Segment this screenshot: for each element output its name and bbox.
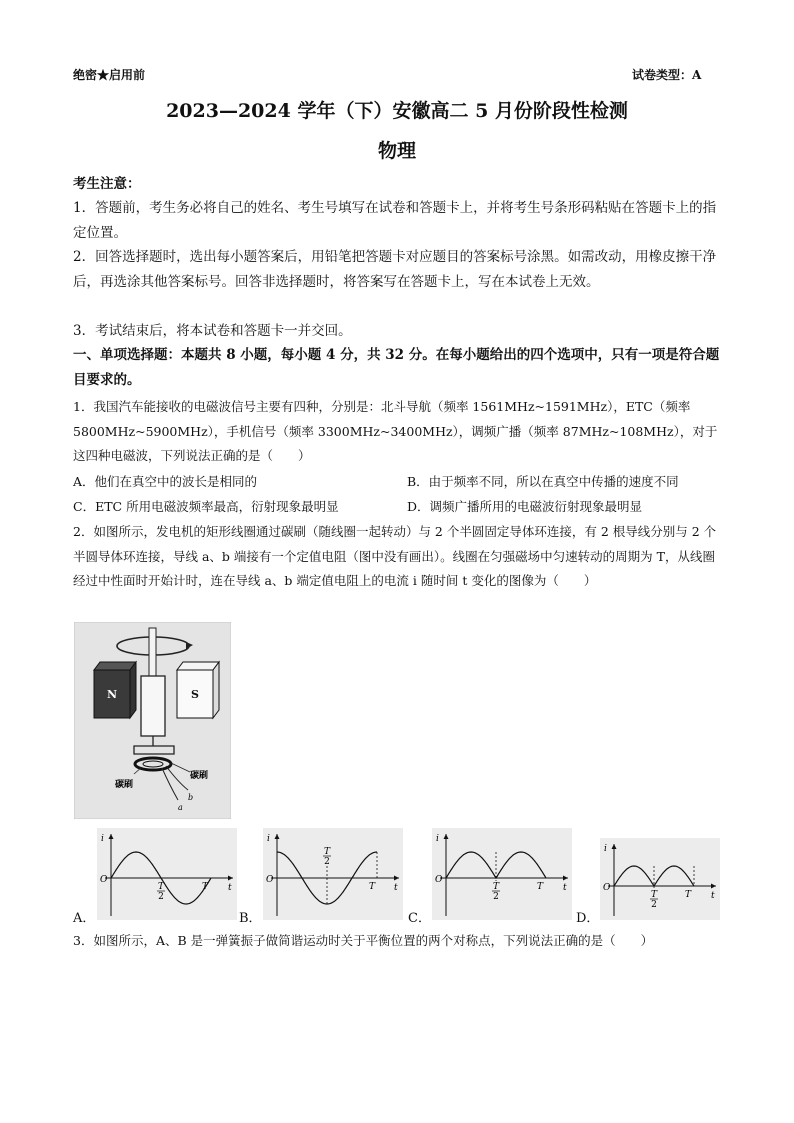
notice-item-2: 2．回答选择题时，选出每小题答案后，用铅笔把答题卡对应题目的答案标号涂黑。如需改动，用橡皮擦干净后，再选涂其他答案标号。回答非选择题时，将答案写在答题卡上，写在本试卷上无效。 — [73, 249, 717, 290]
half-period-denominator: 2 — [158, 892, 164, 902]
q1-stem: 1．我国汽车能接收的电磁波信号主要有四种，分别是：北斗导航（频率 1561MHz~1591MHz），ETC（频率 5800MHz~5900MHz），手机信号（频率 3300MHz~3400MHz），调频广播（频率 87MHz~108MHz），对于这四种电磁波，下列说法正确的是（ ） — [73, 399, 718, 463]
section1-heading: 一、单项选择题：本题共 8 小题，每小题 4 分，共 32 分。在每小题给出的四个选项中，只有一项是符合题目要求的。 — [73, 347, 720, 388]
graph-option-c — [432, 828, 572, 920]
t-axis-label: t — [711, 891, 715, 901]
magnet-s-label: S — [191, 688, 199, 701]
q2-choice-d-label: D． — [576, 911, 600, 926]
origin-label: O — [266, 875, 274, 885]
q1-option-d: D．调频广播所用的电磁波衍射现象最明显 — [407, 499, 643, 514]
period-label: T — [684, 890, 691, 900]
graph-background — [97, 828, 237, 920]
exam-title: 2023—2024 学年（下）安徽高二 5 月份阶段性检测 — [166, 100, 628, 122]
i-axis-label: i — [267, 834, 270, 844]
period-label: T — [536, 882, 543, 892]
half-period-numerator: T — [650, 890, 658, 900]
q1-option-b: B．由于频率不同，所以在真空中传播的速度不同 — [407, 474, 679, 489]
half-period-denominator: 2 — [324, 857, 330, 867]
q3-stem: 3．如图所示，A、B 是一弹簧振子做简谐运动时关于平衡位置的两个对称点，下列说法正确的是（ ） — [73, 933, 654, 948]
period-label: T — [201, 882, 208, 892]
q2-choice-a-label: A． — [73, 911, 96, 926]
half-period-numerator: T — [157, 882, 165, 892]
graph-background — [432, 828, 572, 920]
graph-option-a — [97, 828, 237, 920]
origin-label: O — [603, 883, 611, 893]
notice-item-3: 3．考试结束后，将本试卷和答题卡一并交回。 — [73, 323, 352, 339]
origin-label: O — [100, 875, 108, 885]
i-axis-label: i — [436, 834, 439, 844]
notice-heading: 考生注意： — [73, 176, 141, 192]
t-axis-label: t — [563, 883, 567, 893]
wire-b-label: b — [188, 793, 194, 802]
wire-a-label: a — [178, 803, 183, 812]
half-period-numerator: T — [323, 847, 331, 857]
t-axis-label: t — [228, 883, 232, 893]
origin-label: O — [435, 875, 443, 885]
secret-label: 绝密★启用前 — [73, 68, 146, 82]
graph-option-d — [600, 838, 720, 920]
q1-option-a: A．他们在真空中的波长是相同的 — [73, 474, 258, 489]
i-axis-label: i — [101, 834, 104, 844]
q1-option-c: C．ETC 所用电磁波频率最高，衍射现象最明显 — [73, 499, 339, 514]
paper-type-label: 试卷类型：A — [632, 68, 702, 82]
t-axis-label: t — [394, 883, 398, 893]
notice-item-1: 1．答题前，考生务必将自己的姓名、考生号填写在试卷和答题卡上，并将考生号条形码粘贴在答题卡上的指定位置。 — [73, 200, 717, 241]
brush-left-label: 碳刷 — [115, 780, 134, 790]
graph-background — [263, 828, 403, 920]
q2-choice-c-label: C． — [408, 911, 431, 926]
half-period-denominator: 2 — [493, 892, 499, 902]
graph-option-b — [263, 828, 403, 920]
half-period-denominator: 2 — [651, 900, 657, 910]
subject-title: 物理 — [377, 140, 416, 162]
q2-stem: 2．如图所示，发电机的矩形线圈通过碳刷（随线圈一起转动）与 2 个半圆固定导体环连接，有 2 根导线分别与 2 个半圆导体环连接，导线 a、b 端接有一个定值电阻（图中没有画出）。线圈在匀强磁场中匀速转动的周期为 T，从线圈经过中性面时开始计时，连在导线 a、b 端定值电阻上的电流 i 随时间 t 变化的图像为（ ） — [73, 524, 717, 588]
brush-right-label: 碳刷 — [190, 771, 209, 781]
generator-figure — [74, 622, 231, 819]
half-period-numerator: T — [492, 882, 500, 892]
magnet-n-label: N — [106, 688, 118, 701]
period-label: T — [368, 882, 375, 892]
q2-choice-b-label: B． — [239, 911, 262, 926]
i-axis-label: i — [604, 844, 607, 854]
